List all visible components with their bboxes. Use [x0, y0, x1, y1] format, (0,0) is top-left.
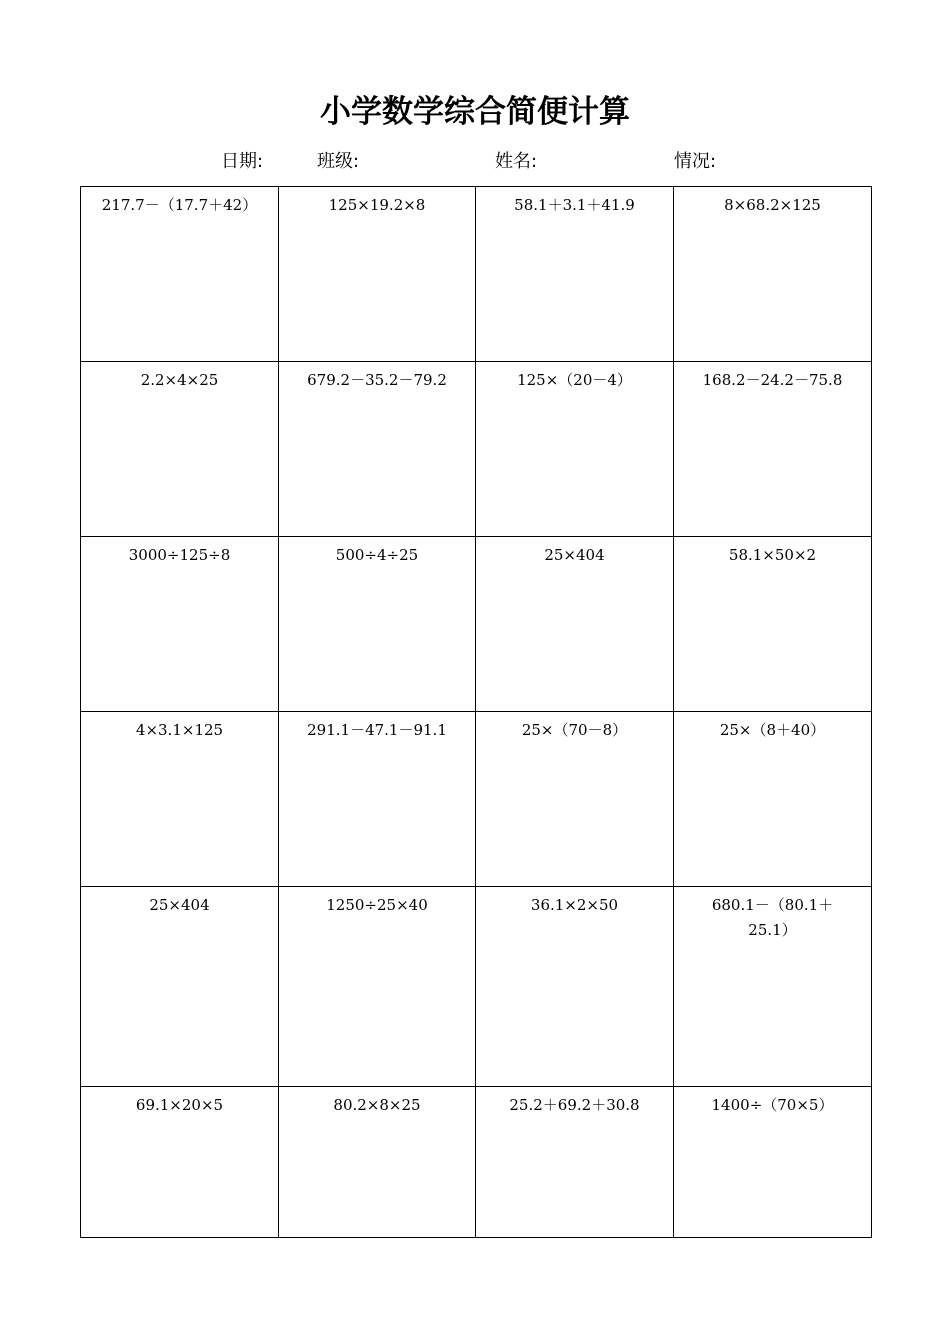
problem-expression: 25×404 [544, 546, 605, 564]
table-row [81, 887, 872, 1087]
problem-expression: 58.1＋3.1＋41.9 [514, 196, 635, 214]
problem-expression: 25×（8＋40） [719, 721, 826, 739]
problem-expression: 217.7－（17.7＋42） [101, 196, 258, 214]
problem-cell [81, 537, 279, 712]
page-title: 小学数学综合简便计算 [320, 94, 630, 130]
problem-cell [476, 1087, 674, 1238]
problem-cell [476, 887, 674, 1087]
problem-cell [81, 362, 279, 537]
problem-expression: 125×19.2×8 [328, 196, 426, 214]
problem-expression: 8×68.2×125 [724, 196, 821, 214]
problem-expression: 679.2－35.2－79.2 [307, 371, 447, 389]
problem-cell [674, 537, 872, 712]
problem-cell [279, 537, 476, 712]
problem-cell [674, 887, 872, 1087]
problem-cell [279, 187, 476, 362]
name-field: 姓名: [495, 151, 538, 172]
problem-expression: 125×（20－4） [517, 371, 632, 389]
problem-cell [279, 1087, 476, 1238]
date-field: 日期: [221, 151, 264, 172]
problem-cell [674, 187, 872, 362]
problem-cell [279, 887, 476, 1087]
table-row [81, 362, 872, 537]
problem-expression: 3000÷125÷8 [128, 546, 231, 564]
problem-expression: 80.2×8×25 [333, 1096, 421, 1114]
problem-cell [476, 537, 674, 712]
table-row [81, 712, 872, 887]
problem-expression: 69.1×20×5 [135, 1096, 224, 1114]
table-row [81, 1087, 872, 1238]
problem-cell [81, 712, 279, 887]
problem-expression: 25×（70－8） [521, 721, 628, 739]
problem-cell [674, 712, 872, 887]
problem-expression: 2.2×4×25 [140, 371, 219, 389]
problem-expression: 25×404 [149, 896, 210, 914]
problem-cell [279, 362, 476, 537]
problem-expression: 1250÷25×40 [326, 896, 428, 914]
problem-expression: 25.2＋69.2＋30.8 [509, 1096, 640, 1114]
problem-expression: 168.2－24.2－75.8 [702, 371, 843, 389]
problem-cell [476, 362, 674, 537]
table-row [81, 187, 872, 362]
problem-cell [81, 1087, 279, 1238]
problem-cell [476, 187, 674, 362]
status-field: 情况: [674, 151, 717, 172]
problem-expression: 4×3.1×125 [135, 721, 224, 739]
problem-expression: 1400÷（70×5） [711, 1096, 834, 1114]
problem-grid [80, 186, 872, 1238]
class-field: 班级: [317, 151, 360, 172]
problem-expression: 500÷4÷25 [335, 546, 419, 564]
problem-expression: 36.1×2×50 [530, 896, 619, 914]
problem-cell [476, 712, 674, 887]
problem-cell [81, 887, 279, 1087]
problem-expression: 680.1－（80.1＋25.1） [711, 896, 834, 939]
problem-cell [674, 1087, 872, 1238]
problem-expression: 58.1×50×2 [728, 546, 817, 564]
problem-cell [81, 187, 279, 362]
problem-cell [279, 712, 476, 887]
problem-cell [674, 362, 872, 537]
table-row [81, 537, 872, 712]
problem-expression: 291.1－47.1－91.1 [307, 721, 447, 739]
